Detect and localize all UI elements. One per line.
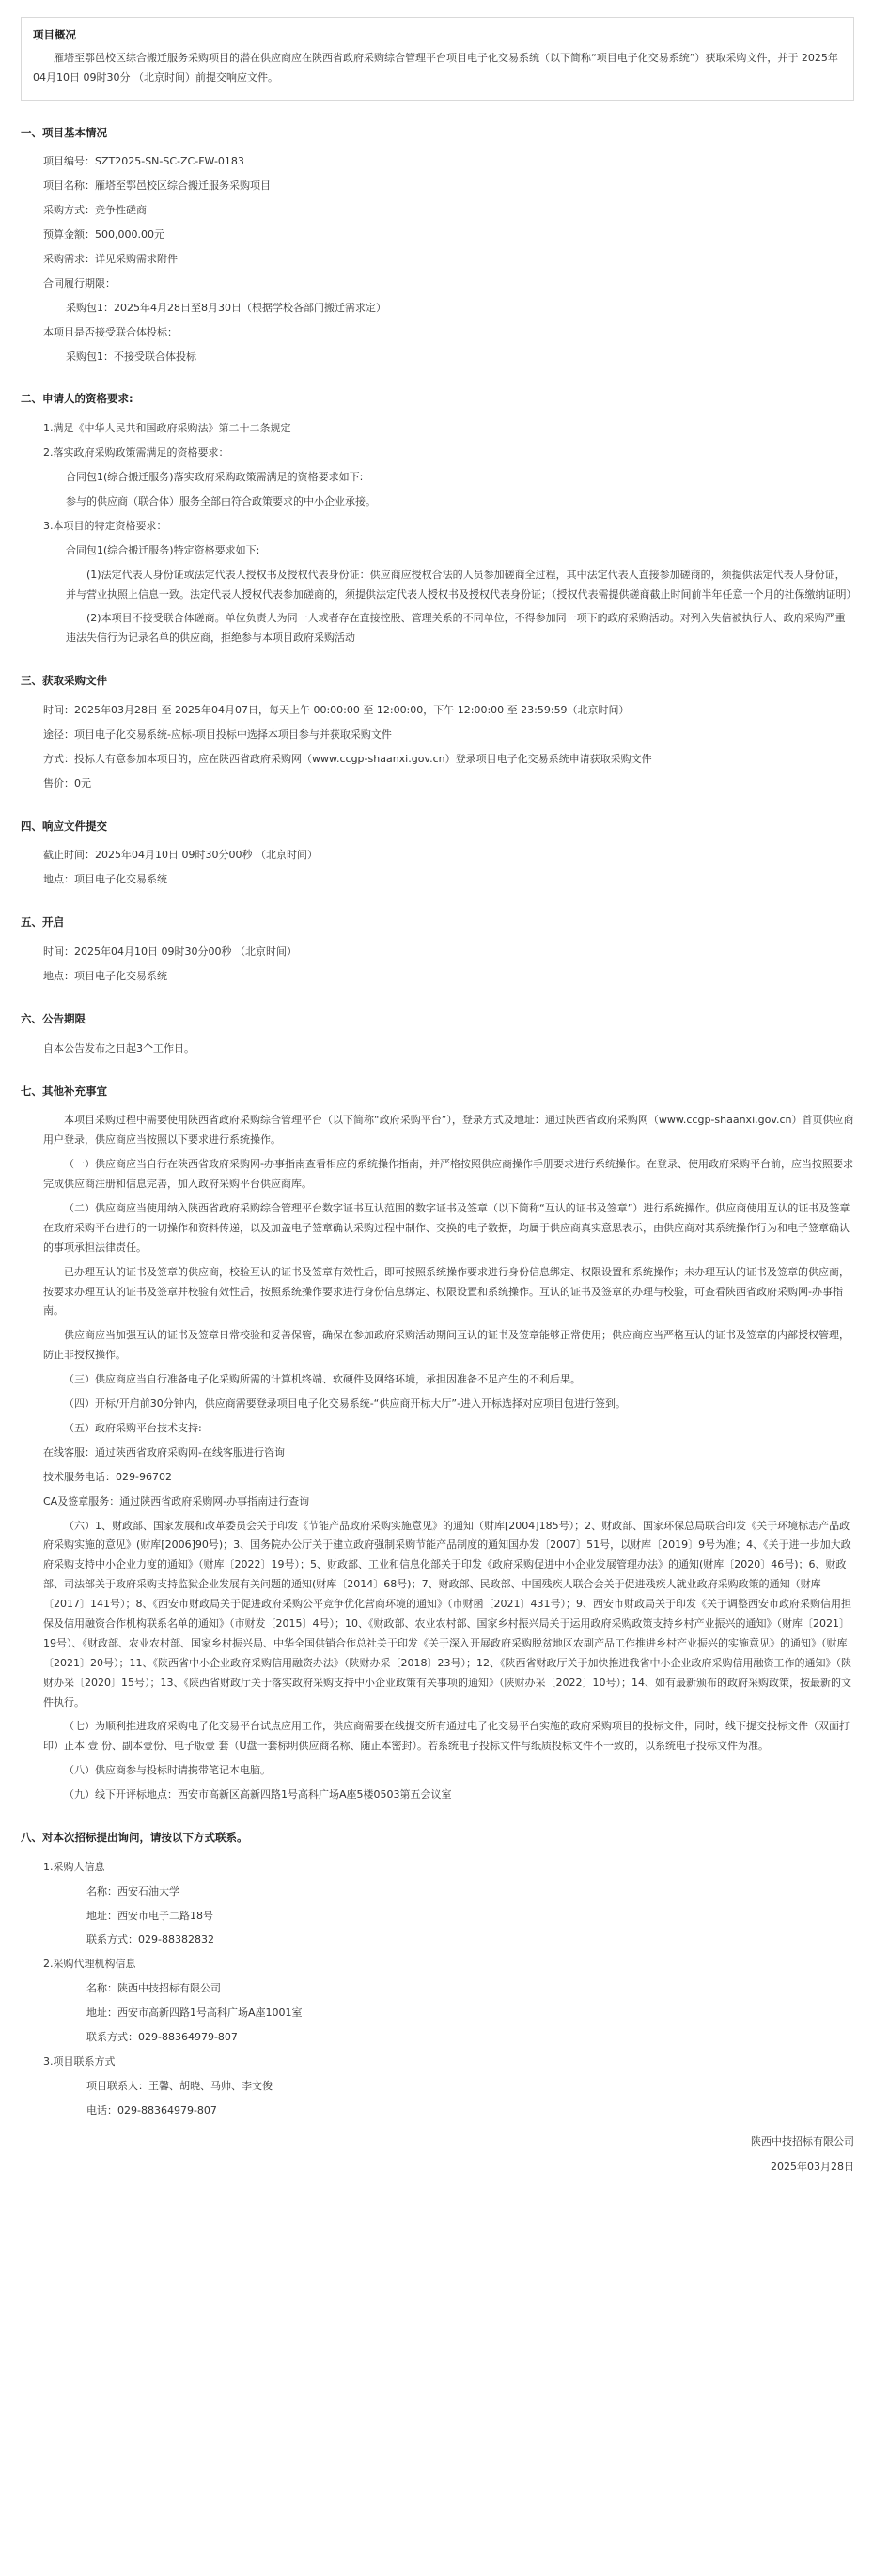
section-paragraph: 时间：2025年04月10日 09时30分00秒 （北京时间） bbox=[43, 945, 297, 959]
section-title: 二、申请人的资格要求: bbox=[21, 392, 133, 406]
section-paragraph: 项目联系人：王馨、胡晓、马帅、李文俊 bbox=[86, 2079, 273, 2092]
section-paragraph: 合同履行期限： bbox=[43, 276, 116, 289]
section-paragraph: 采购需求：详见采购需求附件 bbox=[43, 253, 178, 266]
section-paragraph: 自本公告发布之日起3个工作日。 bbox=[43, 1041, 195, 1054]
signature-date: 2025年03月28日 bbox=[771, 2160, 854, 2173]
section-paragraph: 已办理互认的证书及签章的供应商，校验互认的证书及签章有效性后，即可按照系统操作要求进行身份信息绑定、权限设置和系统操作；未办理互认的证书及签章的供应商，按要求办理互认的证书及签章并校验有效性后，按照系统操作要求进行身份信息绑定、权限设置和系统操作。互认的证书及签章的办理与校验，可查看陕西省政府采购网-办事指南。 bbox=[43, 1265, 850, 1318]
section-paragraph: 方式：投标人有意参加本项目的，应在陕西省政府采购网（www.ccgp-shaanxi.gov.cn）登录项目电子化交易系统申请获取采购文件 bbox=[43, 752, 652, 765]
section-paragraph: 预算金额：500,000.00元 bbox=[43, 228, 164, 242]
section-paragraph: （一）供应商应当自行在陕西省政府采购网-办事指南查看相应的系统操作指南，并严格按照供应商操作手册要求进行系统操作。在登录、使用政府采购平台前，应当按照要求完成供应商注册和信息完善，加入政府采购平台供应商库。 bbox=[43, 1158, 853, 1191]
section-paragraph: （六）1、财政部、国家发展和改革委员会关于印发《节能产品政府采购实施意见》的通知（财库[2004]185号）；2、财政部、国家环保总局联合印发《关于环境标志产品政府采购实施的意见》(财库[2006]90号)；3、国务院办公厅关于建立政府强制采购节能产品制度的通知国办发〔2007〕51号，以财库〔2019〕9号为准；4、《关于进一步加大政府采购支持中小企业力度的通知》（财库〔2022〕19号）；5、财政部、工业和信息化部关于印发《政府采购促进中小企业发展管理办法》的通知(财库〔2020〕46号)；6、财政部、司法部关于政府采购支持监狱企业发展有关问题的通知(财库〔2014〕68号)；7、财政部、民政部、中国残疾人联合会关于促进残疾人就业政府采购政策的通知（财库〔2017〕141号）；8、《西安市财政局关于促进政府采购公平竞争优化营商环境的通知》（市财函〔2021〕431号）；9、西安市财政局关于印发《关于调整西安市政府采购信用担保及信用融资合作机构联系名单的通知》（市财发〔2015〕4号）；10、《财政部、农业农村部、国家乡村振兴局关于运用政府采购政策支持乡村产业振兴的通知》（财库〔2021〕19号）、《财政部、农业农村部、国家乡村振兴局、中华全国供销合作总社关于印发《关于深入开展政府采购脱贫地区农副产品工作推进乡村产业振兴的实施意见》的通知》（财库〔2021〕20号）；11、《陕西省中小企业政府采购信用融资办法》（陕财办采〔2018〕23号）；12、《陕西省财政厅关于加快推进我省中小企业政府采购信用融资工作的通知》（陕财办采〔2020〕15号）；13、《陕西省财政厅关于落实政府采购支持中小企业政策有关事项的通知》（陕财办采〔2022〕10号）；14、如有最新颁布的政府采购政策，按最新的文件执行。 bbox=[43, 1519, 851, 1709]
section-paragraph: 1.满足《中华人民共和国政府采购法》第二十二条规定 bbox=[43, 422, 291, 435]
section-paragraph: 项目编号：SZT2025-SN-SC-ZC-FW-0183 bbox=[43, 155, 244, 168]
signature-org: 陕西中技招标有限公司 bbox=[751, 2134, 854, 2147]
section-paragraph: 项目名称：雁塔至鄠邑校区综合搬迁服务采购项目 bbox=[43, 180, 271, 193]
section-paragraph: 合同包1(综合搬迁服务)落实政府采购政策需满足的资格要求如下: bbox=[66, 471, 364, 484]
section-body bbox=[21, 152, 854, 367]
section-paragraph: 地点：项目电子化交易系统 bbox=[43, 970, 167, 982]
section-paragraph: （五）政府采购平台技术支持: bbox=[64, 1421, 202, 1434]
section-paragraph: 2.落实政府采购政策需满足的资格要求： bbox=[43, 446, 229, 460]
overview-title: 项目概况 bbox=[33, 28, 76, 41]
section-paragraph: 采购包1：2025年4月28日至8月30日（根据学校各部门搬迁需求定） bbox=[66, 301, 386, 314]
section-paragraph: 时间：2025年03月28日 至 2025年04月07日，每天上午 00:00:00 至 12:00:00，下午 12:00:00 至 23:59:59（北京时间） bbox=[43, 704, 630, 717]
section-paragraph: 采购包1：不接受联合体投标 bbox=[66, 350, 196, 363]
section-paragraph: 电话：029-88364979-807 bbox=[86, 2103, 217, 2116]
section-paragraph: 地址：西安市高新四路1号高科广场A座1001室 bbox=[86, 2006, 303, 2020]
section-paragraph: 地点：项目电子化交易系统 bbox=[43, 873, 167, 886]
project-overview-box bbox=[21, 17, 854, 101]
section-paragraph: （二）供应商应当使用纳入陕西省政府采购综合管理平台数字证书互认范围的数字证书及签章（以下简称“互认的证书及签章”）进行系统操作。供应商使用互认的证书及签章在政府采购平台进行的一切操作和资料传递，以及加盖电子签章确认采购过程中制作、交换的电子数据，均属于供应商真实意思表示，由供应商对其系统操作行为和电子签章确认的事项承担法律责任。 bbox=[43, 1202, 850, 1254]
section-body bbox=[21, 1039, 854, 1059]
section-paragraph: （七）为顺利推进政府采购电子化交易平台试点应用工作，供应商需要在线提交所有通过电子化交易平台实施的政府采购项目的投标文件，同时，线下提交投标文件（双面打印）正本 壹 份、副本壹份、电子版壹 套（U盘一套标明供应商名称、随正本密封）。若系统电子投标文件与纸质投标文件不一致的，以系统电子投标文件为准。 bbox=[43, 1720, 850, 1753]
signature-block bbox=[21, 2132, 854, 2178]
section-paragraph: 3.项目联系方式 bbox=[43, 2054, 116, 2068]
section-paragraph: 合同包1(综合搬迁服务)特定资格要求如下: bbox=[66, 543, 260, 556]
section-paragraph: 本项目采购过程中需要使用陕西省政府采购综合管理平台（以下简称“政府采购平台”），登录方式及地址：通过陕西省政府采购网（www.ccgp-shaanxi.gov.cn）首页供应商用户登录，供应商应当按照以下要求进行系统操作。 bbox=[43, 1114, 854, 1147]
section-paragraph: 1.采购人信息 bbox=[43, 1860, 105, 1873]
section-title: 五、开启 bbox=[21, 915, 64, 929]
section-body bbox=[21, 419, 857, 648]
section-paragraph: 在线客服：通过陕西省政府采购网-在线客服进行咨询 bbox=[43, 1445, 285, 1459]
section-body bbox=[21, 846, 854, 890]
section-paragraph: （四）开标/开启前30分钟内，供应商需要登录项目电子化交易系统-“供应商开标大厅”-进入开标选择对应项目包进行签到。 bbox=[64, 1397, 627, 1411]
section-body bbox=[21, 1858, 854, 2121]
section-paragraph: 本项目是否接受联合体投标： bbox=[43, 325, 178, 338]
announcement-sections bbox=[21, 123, 857, 2121]
section-paragraph: 联系方式：029-88364979-807 bbox=[86, 2031, 238, 2044]
section-body bbox=[21, 1111, 854, 1805]
section-paragraph: （八）供应商参与投标时请携带笔记本电脑。 bbox=[64, 1764, 271, 1777]
section-paragraph: （三）供应商应当自行准备电子化采购所需的计算机终端、软硬件及网络环境，承担因准备不足产生的不利后果。 bbox=[64, 1373, 581, 1386]
section-paragraph: CA及签章服务：通过陕西省政府采购网-办事指南进行查询 bbox=[43, 1494, 310, 1507]
section-title: 四、响应文件提交 bbox=[21, 819, 107, 833]
section-paragraph: (1)法定代表人身份证或法定代表人授权书及授权代表身份证：供应商应授权合法的人员参加磋商全过程，其中法定代表人直接参加磋商的，须提供法定代表人身份证，并与营业执照上信息一致。法定代表人授权代表参加磋商的，须提供法定代表人授权书及授权代表身份证；（授权代表需提供磋商截止时间前半年任意一个月的社保缴纳证明） bbox=[66, 568, 857, 601]
section-body bbox=[21, 943, 854, 987]
section-title: 三、获取采购文件 bbox=[21, 674, 107, 688]
section-paragraph: 联系方式：029-88382832 bbox=[86, 1933, 214, 1946]
section-paragraph: 途径：项目电子化交易系统-应标-项目投标中选择本项目参与并获取采购文件 bbox=[43, 727, 392, 741]
section-title: 六、公告期限 bbox=[21, 1011, 86, 1025]
section-body bbox=[21, 701, 854, 794]
section-paragraph: （九）线下开评标地点：西安市高新区高新四路1号高科广场A座5楼0503第五会议室 bbox=[64, 1788, 452, 1802]
section-title: 七、其他补充事宜 bbox=[21, 1084, 107, 1098]
section-title: 一、项目基本情况 bbox=[21, 125, 107, 139]
section-paragraph: 2.采购代理机构信息 bbox=[43, 1958, 136, 1971]
section-title: 八、对本次招标提出询问，请按以下方式联系。 bbox=[21, 1830, 248, 1844]
overview-text: 雁塔至鄠邑校区综合搬迁服务采购项目的潜在供应商应在陕西省政府采购综合管理平台项目电子化交易系统（以下简称“项目电子化交易系统”）获取采购文件，并于 2025年04月10日 09时30分 （北京时间）前提交响应文件。 bbox=[33, 51, 838, 84]
section-paragraph: 供应商应当加强互认的证书及签章日常校验和妥善保管，确保在参加政府采购活动期间互认的证书及签章能够正常使用；供应商应当严格互认的证书及签章的内部授权管理，防止非授权操作。 bbox=[43, 1329, 850, 1362]
section-paragraph: (2)本项目不接受联合体磋商。单位负责人为同一人或者存在直接控股、管理关系的不同单位，不得参加同一项下的政府采购活动。对列入失信被执行人、政府采购严重违法失信行为记录名单的供应商，拒绝参与本项目政府采购活动 bbox=[66, 612, 846, 645]
section-paragraph: 采购方式：竞争性磋商 bbox=[43, 204, 147, 217]
section-paragraph: 截止时间：2025年04月10日 09时30分00秒 （北京时间） bbox=[43, 849, 318, 862]
section-paragraph: 地址：西安市电子二路18号 bbox=[86, 1909, 213, 1922]
section-paragraph: 名称：陕西中技招标有限公司 bbox=[86, 1982, 221, 1995]
section-paragraph: 名称：西安石油大学 bbox=[86, 1884, 179, 1897]
section-paragraph: 3.本项目的特定资格要求： bbox=[43, 519, 167, 532]
section-paragraph: 技术服务电话：029-96702 bbox=[43, 1470, 172, 1483]
section-paragraph: 参与的供应商（联合体）服务全部由符合政策要求的中小企业承接。 bbox=[66, 495, 376, 507]
section-paragraph: 售价：0元 bbox=[43, 776, 91, 789]
